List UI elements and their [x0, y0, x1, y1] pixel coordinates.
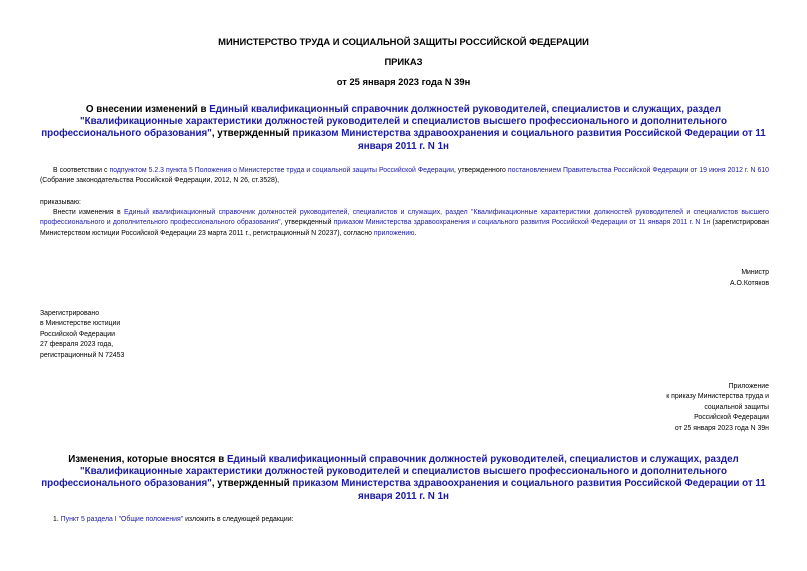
preamble-link-resolution[interactable]: постановлением Правительства Российской Федерации от 19 июня 2012 г. N 610 [507, 167, 769, 174]
registration-line: Российской Федерации [40, 330, 115, 338]
title-text-1: О внесении изменений в [85, 104, 210, 115]
doc-type-heading: ПРИКАЗ [384, 56, 423, 67]
registration-line: 27 февраля 2023 года, [40, 341, 114, 349]
order-text-2: , утвержденный [280, 219, 334, 227]
changes-title [36, 454, 771, 503]
item-1-number: 1. [53, 516, 61, 523]
item-1-text: изложить в следующей редакции: [183, 516, 294, 523]
changes-title-text-2: , утвержденный [211, 478, 293, 490]
title-link-order-1n[interactable]: приказом Министерства здравоохранения и социального развития Российской Федерации от 11 января 2011 г. N 1н [292, 128, 766, 152]
appendix-line: от 25 января 2023 года N 39н [674, 424, 769, 432]
registration-block [40, 309, 124, 361]
order-link-order-1n[interactable]: приказом Министерства здравоохранения и социального развития Российской Федерации от 11 января 2011 г. N 1н [333, 219, 711, 227]
preamble-paragraph [40, 166, 769, 187]
registration-line: Зарегистрировано [40, 310, 100, 317]
ministry-heading: МИНИСТЕРСТВО ТРУДА И СОЦИАЛЬНОЙ ЗАЩИТЫ РОССИЙСКОЙ ФЕДЕРАЦИИ [218, 36, 589, 47]
appendix-line: Приложение [728, 383, 769, 390]
order-text-1: Внести изменения в [53, 209, 124, 216]
appendix-line: Российской Федерации [694, 414, 769, 422]
title-text-2: , утвержденный [211, 128, 293, 140]
order-link-ekc[interactable]: Единый квалификационный справочник должностей руководителей, специалистов и служащих, раздел "Квалификационные характеристики должностей руководителей и специалистов высшего профессионального и дополнительного профессионального образования" [40, 209, 769, 227]
order-link-appendix[interactable]: приложению [373, 229, 415, 237]
order-text-4: . [414, 229, 417, 237]
appendix-block [666, 382, 769, 434]
changes-title-link-order-1n[interactable]: приказом Министерства здравоохранения и социального развития Российской Федерации от 11 января 2011 г. N 1н [292, 478, 766, 502]
registration-line: регистрационный N 72453 [40, 351, 125, 359]
item-1 [53, 515, 293, 525]
signature-name: А.О.Котяков [730, 280, 769, 287]
preamble-text-2: , утвержденного [454, 167, 508, 174]
changes-title-text-1: Изменения, которые вносятся в [68, 454, 227, 465]
document-title [36, 104, 771, 153]
order-paragraph [40, 208, 769, 239]
appendix-line: социальной защиты [704, 403, 769, 411]
appendix-line: к приказу Министерства труда и [666, 393, 769, 401]
changes-title-link-ekc[interactable]: Единый квалификационный справочник должностей руководителей, специалистов и служащих, раздел "Квалификационные характеристики должностей руководителей и специалистов высшего профессионального и дополнительного профессионального образования" [41, 454, 739, 490]
doc-date-number: от 25 января 2023 года N 39н [336, 76, 471, 87]
preamble-text-1: В соответствии с [53, 167, 110, 174]
preamble-link-subparagraph[interactable]: подпунктом 5.2.3 пункта 5 Положения о Министерстве труда и социальной защиты Российской Федерации [109, 167, 454, 174]
title-link-ekc[interactable]: Единый квалификационный справочник должностей руководителей, специалистов и служащих, раздел "Квалификационные характеристики должностей руководителей и специалистов высшего профессионального и дополнительного профессионального образования" [41, 104, 727, 140]
order-text-3: (зарегистрирован Министерством юстиции Российской Федерации 23 марта 2011 г., регистрационный N 20237), согласно [40, 219, 769, 237]
signature-position: Министр [741, 269, 769, 276]
item-1-link[interactable]: Пункт 5 раздела I "Общие положения" [60, 516, 184, 523]
order-verb: приказываю: [40, 199, 81, 206]
preamble-text-3: (Собрание законодательства Российской Федерации, 2012, N 26, ст.3528), [40, 177, 280, 185]
registration-line: в Министерстве юстиции [40, 320, 121, 328]
